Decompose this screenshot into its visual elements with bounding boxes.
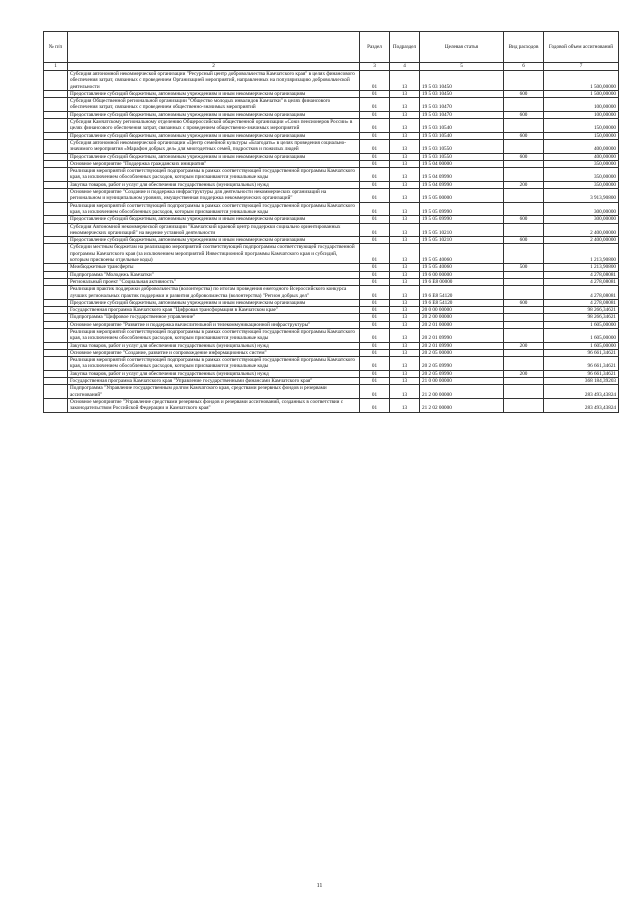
budget-table [43,31,619,413]
row-subsection-cell: 13 [390,119,420,133]
table-row [44,271,619,278]
row-section-cell: 01 [360,264,390,271]
row-section-cell: 01 [360,119,390,133]
row-number-cell [44,181,68,188]
row-name-cell: Предоставление субсидий бюджетным, автономным учреждениям и иным некоммерческим организациям [68,90,360,97]
table-row [44,216,619,223]
row-article-cell: 19 5 05 40060 [420,244,504,264]
row-expense-type-cell [504,189,544,203]
row-expense-type-cell [504,160,544,167]
row-article-cell: 19 6 00 00000 [420,271,504,278]
row-expense-type-cell [504,98,544,112]
row-subsection-cell: 13 [390,216,420,223]
row-number-cell [44,378,68,385]
row-subsection-cell: 13 [390,385,420,399]
row-section-cell: 01 [360,370,390,377]
table-row [44,314,619,321]
row-expense-type-cell [504,349,544,356]
table-row [44,342,619,349]
row-article-cell: 19 5 03 10550 [420,153,504,160]
row-expense-type-cell [504,314,544,321]
row-section-cell: 01 [360,153,390,160]
row-amount-cell: 98 266,34621 [544,307,619,314]
column-number-row [44,63,619,71]
row-article-cell: 19 5 03 10470 [420,98,504,112]
row-name-cell: Основное мероприятие "Создание и поддержка инфраструктуры для деятельности некоммерческих организаций на региональном и муниципальном уровнях, имущественная поддержка некоммерческих организаций" [68,189,360,203]
row-subsection-cell: 13 [390,202,420,216]
row-article-cell: 19 5 04 00000 [420,160,504,167]
row-expense-type-cell: 600 [504,153,544,160]
row-amount-cell: 96 661,34621 [544,370,619,377]
row-section-cell: 01 [360,71,390,91]
row-section-cell: 01 [360,189,390,203]
row-number-cell [44,153,68,160]
row-number-cell [44,278,68,285]
row-name-cell: Подпрограмма "Цифровое государственное управление" [68,314,360,321]
row-amount-cell: 1 605,00000 [544,321,619,328]
column-number: 1 [44,63,68,71]
row-article-cell: 21 2 02 00000 [420,398,504,412]
header-section: Раздел [360,32,390,63]
row-expense-type-cell [504,139,544,153]
table-row [44,378,619,385]
row-article-cell: 20 2 05 09990 [420,357,504,371]
row-section-cell: 01 [360,223,390,237]
row-number-cell [44,223,68,237]
row-expense-type-cell: 600 [504,237,544,244]
row-name-cell: Предоставление субсидий бюджетным, автономным учреждениям и иным некоммерческим организациям [68,237,360,244]
row-number-cell [44,264,68,271]
header-num: № п/п [44,32,68,63]
row-amount-cell: 283 493,43824 [544,385,619,399]
table-row [44,139,619,153]
row-article-cell: 21 0 00 00000 [420,378,504,385]
row-name-cell: Субсидия автономной некоммерческой организации "Ресурсный центр добровольчества Камчатского края" в целях финансового обеспечения затрат, связанных с проведением Организацией мероприятий, направленных на популяризацию добровольческой деятельности [68,71,360,91]
row-subsection-cell: 13 [390,378,420,385]
table-row [44,321,619,328]
budget-sheet [43,31,618,413]
row-name-cell: Субсидии местным бюджетам на реализацию мероприятий соответствующей подпрограммы соответствующей государственной программы Камчатского края (за исключением мероприятий Инвестиционной программы Камчатского края и субсидий, которым присвоены отдельные коды) [68,244,360,264]
table-row [44,181,619,188]
row-number-cell [44,321,68,328]
row-subsection-cell: 13 [390,168,420,182]
row-section-cell: 01 [360,342,390,349]
row-number-cell [44,398,68,412]
row-article-cell: 20 2 00 00000 [420,314,504,321]
row-subsection-cell: 13 [390,181,420,188]
row-article-cell: 19 5 05 09990 [420,202,504,216]
row-subsection-cell: 13 [390,328,420,342]
row-amount-cell: 350,00000 [544,160,619,167]
row-name-cell: Субсидия Автономной некоммерческой организации "Камчатский краевой центр поддержки социально ориентированных некоммерческих организаций" на ведение уставной деятельности [68,223,360,237]
row-name-cell: Подпрограмма "Управление государственным долгом Камчатского края, средствами резервных фондов и резервами ассигнований" [68,385,360,399]
row-subsection-cell: 13 [390,271,420,278]
row-name-cell: Субсидия автономной некоммерческой организации «Центр семейной культуры «Благодать» в целях проведения социально-значимого мероприятия «Марафон добрых дел» для многодетных семей, подростков и пожилых людей [68,139,360,153]
row-amount-cell: 368 184,39203 [544,378,619,385]
page-number: 11 [316,883,323,889]
table-row [44,264,619,271]
row-amount-cell: 1 605,00000 [544,342,619,349]
row-expense-type-cell [504,71,544,91]
row-amount-cell: 4 278,08081 [544,299,619,306]
row-expense-type-cell: 200 [504,370,544,377]
row-number-cell [44,385,68,399]
table-row [44,153,619,160]
row-name-cell: Реализация практик поддержки добровольчества (волонтерства) по итогам проведения ежегодного Всероссийского конкурса лучших региональных практик поддержки и развития добровольчества (волонтерства) "Регион добрых дел" [68,286,360,300]
row-amount-cell: 2 400,00000 [544,223,619,237]
row-subsection-cell: 13 [390,98,420,112]
row-subsection-cell: 13 [390,223,420,237]
row-expense-type-cell [504,202,544,216]
row-section-cell: 01 [360,299,390,306]
row-amount-cell: 1 500,00000 [544,71,619,91]
row-article-cell: 19 5 05 10210 [420,223,504,237]
row-number-cell [44,271,68,278]
table-row [44,98,619,112]
table-row [44,299,619,306]
row-expense-type-cell [504,385,544,399]
table-row [44,286,619,300]
row-article-cell: 19 5 03 10540 [420,132,504,139]
row-article-cell: 19 5 03 10540 [420,119,504,133]
row-name-cell: Предоставление субсидий бюджетным, автономным учреждениям и иным некоммерческим организациям [68,132,360,139]
row-name-cell: Реализация мероприятий соответствующей подпрограммы в рамках соответствующей государственной программы Камчатского края, за исключением обособленных расходов, которым присваиваются уникальные коды [68,168,360,182]
row-number-cell [44,216,68,223]
row-section-cell: 01 [360,90,390,97]
row-name-cell: Закупка товаров, работ и услуг для обеспечения государственных (муниципальных) нужд [68,370,360,377]
table-row [44,119,619,133]
row-section-cell: 01 [360,111,390,118]
row-number-cell [44,202,68,216]
row-amount-cell: 100,00000 [544,98,619,112]
table-row [44,237,619,244]
row-subsection-cell: 13 [390,160,420,167]
row-amount-cell: 96 661,34621 [544,349,619,356]
row-name-cell: Основное мероприятие "Развитие и поддержка вычислительной и телекоммуникационной инфраструктуры" [68,321,360,328]
row-subsection-cell: 13 [390,244,420,264]
row-name-cell: Основное мероприятие "Управление средствами резервных фондов и резервами ассигнований, созданных в соответствии с законодательством Российской Федерации и Камчатского края" [68,398,360,412]
row-name-cell: Субсидия Камчатскому региональному отделению Общероссийской общественной организации «Союз пенсионеров России» в целях финансового обеспечения затрат, связанных с проведением общественно-значимых мероприятий [68,119,360,133]
row-article-cell: 19 5 03 10550 [420,139,504,153]
row-section-cell: 01 [360,181,390,188]
column-number: 5 [420,63,504,71]
row-section-cell: 01 [360,98,390,112]
row-amount-cell: 1 213,90800 [544,244,619,264]
row-expense-type-cell: 600 [504,299,544,306]
row-amount-cell: 350,00000 [544,168,619,182]
row-expense-type-cell [504,328,544,342]
row-subsection-cell: 13 [390,71,420,91]
header-article: Целевая статья [420,32,504,63]
row-number-cell [44,314,68,321]
row-name-cell: Предоставление субсидий бюджетным, автономным учреждениям и иным некоммерческим организациям [68,299,360,306]
row-expense-type-cell [504,378,544,385]
row-subsection-cell: 13 [390,357,420,371]
row-subsection-cell: 13 [390,278,420,285]
row-subsection-cell: 13 [390,299,420,306]
row-number-cell [44,286,68,300]
row-subsection-cell: 13 [390,342,420,349]
row-section-cell: 01 [360,385,390,399]
row-amount-cell: 1 605,00000 [544,328,619,342]
table-row [44,160,619,167]
row-article-cell: 19 5 04 09990 [420,181,504,188]
row-section-cell: 01 [360,139,390,153]
row-article-cell: 20 2 01 00000 [420,321,504,328]
row-amount-cell: 150,00000 [544,119,619,133]
row-subsection-cell: 13 [390,90,420,97]
row-subsection-cell: 13 [390,314,420,321]
row-section-cell: 01 [360,378,390,385]
row-amount-cell: 400,00000 [544,153,619,160]
row-section-cell: 01 [360,202,390,216]
row-expense-type-cell [504,357,544,371]
row-name-cell: Региональный проект "Социальная активность" [68,278,360,285]
row-expense-type-cell: 200 [504,342,544,349]
row-article-cell: 19 5 05 00000 [420,189,504,203]
row-article-cell: 19 5 03 10450 [420,90,504,97]
row-amount-cell: 1 213,90800 [544,264,619,271]
row-section-cell: 01 [360,286,390,300]
row-article-cell: 20 2 01 09990 [420,328,504,342]
column-number: 2 [68,63,360,71]
row-number-cell [44,237,68,244]
row-name-cell: Реализация мероприятий соответствующей подпрограммы в рамках соответствующей государственной программы Камчатского края, за исключением обособленных расходов, которым присваиваются уникальные коды [68,202,360,216]
row-number-cell [44,357,68,371]
row-section-cell: 01 [360,314,390,321]
row-amount-cell: 350,00000 [544,181,619,188]
row-amount-cell: 3 913,90800 [544,189,619,203]
row-section-cell: 01 [360,160,390,167]
table-row [44,71,619,91]
row-number-cell [44,168,68,182]
row-number-cell [44,132,68,139]
header-name [68,32,360,63]
row-number-cell [44,189,68,203]
row-number-cell [44,139,68,153]
row-section-cell: 01 [360,244,390,264]
row-amount-cell: 96 661,34621 [544,357,619,371]
row-name-cell: Предоставление субсидий бюджетным, автономным учреждениям и иным некоммерческим организациям [68,111,360,118]
row-name-cell: Реализация мероприятий соответствующей подпрограммы в рамках соответствующей государственной программы Камчатского края, за исключением обособленных расходов, которым присваиваются уникальные коды [68,357,360,371]
row-subsection-cell: 13 [390,286,420,300]
table-body [44,71,619,413]
row-name-cell: Основное мероприятие "Поддержка гражданских инициатив" [68,160,360,167]
row-number-cell [44,370,68,377]
row-amount-cell: 98 266,34621 [544,314,619,321]
row-amount-cell: 300,00000 [544,202,619,216]
row-section-cell: 01 [360,278,390,285]
row-article-cell: 21 2 00 00000 [420,385,504,399]
table-row [44,349,619,356]
table-row [44,223,619,237]
row-amount-cell: 150,00000 [544,132,619,139]
row-name-cell: Подпрограмма "Молодежь Камчатки" [68,271,360,278]
header-amount: Годовой объем ассигнований [544,32,619,63]
row-subsection-cell: 13 [390,370,420,377]
row-expense-type-cell: 600 [504,90,544,97]
row-expense-type-cell [504,223,544,237]
row-number-cell [44,299,68,306]
row-article-cell: 20 0 00 00000 [420,307,504,314]
row-subsection-cell: 13 [390,132,420,139]
table-row [44,244,619,264]
row-section-cell: 01 [360,132,390,139]
row-article-cell: 20 2 05 00000 [420,349,504,356]
row-amount-cell: 283 493,43824 [544,398,619,412]
row-section-cell: 01 [360,307,390,314]
row-amount-cell: 1 500,00000 [544,90,619,97]
row-number-cell [44,342,68,349]
row-subsection-cell: 13 [390,307,420,314]
row-name-cell: Закупка товаров, работ и услуг для обеспечения государственных (муниципальных) нужд [68,342,360,349]
row-name-cell: Государственная программа Камчатского края "Управление государственными финансами Камчатского края" [68,378,360,385]
row-expense-type-cell [504,168,544,182]
row-expense-type-cell [504,321,544,328]
row-expense-type-cell [504,244,544,264]
row-amount-cell: 2 400,00000 [544,237,619,244]
row-expense-type-cell [504,119,544,133]
table-row [44,385,619,399]
row-article-cell: 20 2 01 09990 [420,342,504,349]
row-subsection-cell: 13 [390,398,420,412]
row-article-cell: 19 5 05 10210 [420,237,504,244]
row-expense-type-cell: 500 [504,264,544,271]
row-name-cell: Предоставление субсидий бюджетным, автономным учреждениям и иным некоммерческим организациям [68,216,360,223]
row-section-cell: 01 [360,321,390,328]
row-article-cell: 19 5 05 09990 [420,216,504,223]
row-article-cell: 19 5 03 10470 [420,111,504,118]
table-row [44,328,619,342]
row-expense-type-cell: 600 [504,216,544,223]
table-row [44,307,619,314]
row-article-cell: 20 2 05 09990 [420,370,504,377]
row-expense-type-cell [504,278,544,285]
row-expense-type-cell [504,398,544,412]
row-amount-cell: 300,00000 [544,216,619,223]
row-number-cell [44,160,68,167]
table-row [44,278,619,285]
row-amount-cell: 400,00000 [544,139,619,153]
row-name-cell: Государственная программа Камчатского края "Цифровая трансформация в Камчатском крае" [68,307,360,314]
row-article-cell: 19 5 03 10450 [420,71,504,91]
column-number: 7 [544,63,619,71]
row-number-cell [44,119,68,133]
table-row [44,189,619,203]
column-number: 4 [390,63,420,71]
row-number-cell [44,71,68,91]
row-subsection-cell: 13 [390,153,420,160]
row-article-cell: 19 6 E8 00000 [420,278,504,285]
row-subsection-cell: 13 [390,264,420,271]
row-section-cell: 01 [360,357,390,371]
row-expense-type-cell: 600 [504,132,544,139]
row-name-cell: Реализация мероприятий соответствующей подпрограммы в рамках соответствующей государственной программы Камчатского края, за исключением обособленных расходов, которым присваиваются уникальные коды [68,328,360,342]
row-section-cell: 01 [360,216,390,223]
row-subsection-cell: 13 [390,321,420,328]
table-row [44,370,619,377]
row-amount-cell: 4 278,08081 [544,286,619,300]
row-expense-type-cell [504,307,544,314]
row-number-cell [44,98,68,112]
row-amount-cell: 4 278,08081 [544,271,619,278]
row-expense-type-cell [504,271,544,278]
row-article-cell: 19 6 E8 54120 [420,286,504,300]
table-row [44,357,619,371]
row-number-cell [44,111,68,118]
row-subsection-cell: 13 [390,189,420,203]
row-amount-cell: 4 278,08081 [544,278,619,285]
row-expense-type-cell: 200 [504,181,544,188]
row-name-cell: Предоставление субсидий бюджетным, автономным учреждениям и иным некоммерческим организациям [68,153,360,160]
row-expense-type-cell: 600 [504,111,544,118]
table-row [44,111,619,118]
row-section-cell: 01 [360,271,390,278]
row-section-cell: 01 [360,398,390,412]
row-amount-cell: 100,00000 [544,111,619,118]
row-article-cell: 19 6 E8 54120 [420,299,504,306]
row-subsection-cell: 13 [390,139,420,153]
table-row [44,132,619,139]
table-row [44,168,619,182]
row-name-cell: Закупка товаров, работ и услуг для обеспечения государственных (муниципальных) нужд [68,181,360,188]
row-number-cell [44,349,68,356]
table-row [44,398,619,412]
row-section-cell: 01 [360,328,390,342]
table-row [44,202,619,216]
row-name-cell: Субсидия Общественной региональной организации "Общество молодых инвалидов Камчатки" в целях финансового обеспечения затрат, связанных с проведением общественно-значимых мероприятий [68,98,360,112]
row-subsection-cell: 13 [390,111,420,118]
row-expense-type-cell [504,286,544,300]
row-number-cell [44,244,68,264]
row-subsection-cell: 13 [390,237,420,244]
header-expense-type: Вид расходов [504,32,544,63]
row-article-cell: 19 5 05 40060 [420,264,504,271]
row-name-cell: Межбюджетные трансферты [68,264,360,271]
table-row [44,90,619,97]
row-subsection-cell: 13 [390,349,420,356]
row-section-cell: 01 [360,168,390,182]
row-article-cell: 19 5 04 09990 [420,168,504,182]
row-name-cell: Основное мероприятие "Создание, развитие и сопровождение информационных систем" [68,349,360,356]
header-subsection: Подраздел [390,32,420,63]
column-number: 6 [504,63,544,71]
row-number-cell [44,328,68,342]
column-number: 3 [360,63,390,71]
row-number-cell [44,90,68,97]
row-section-cell: 01 [360,237,390,244]
header-row [44,32,619,63]
row-number-cell [44,307,68,314]
row-section-cell: 01 [360,349,390,356]
